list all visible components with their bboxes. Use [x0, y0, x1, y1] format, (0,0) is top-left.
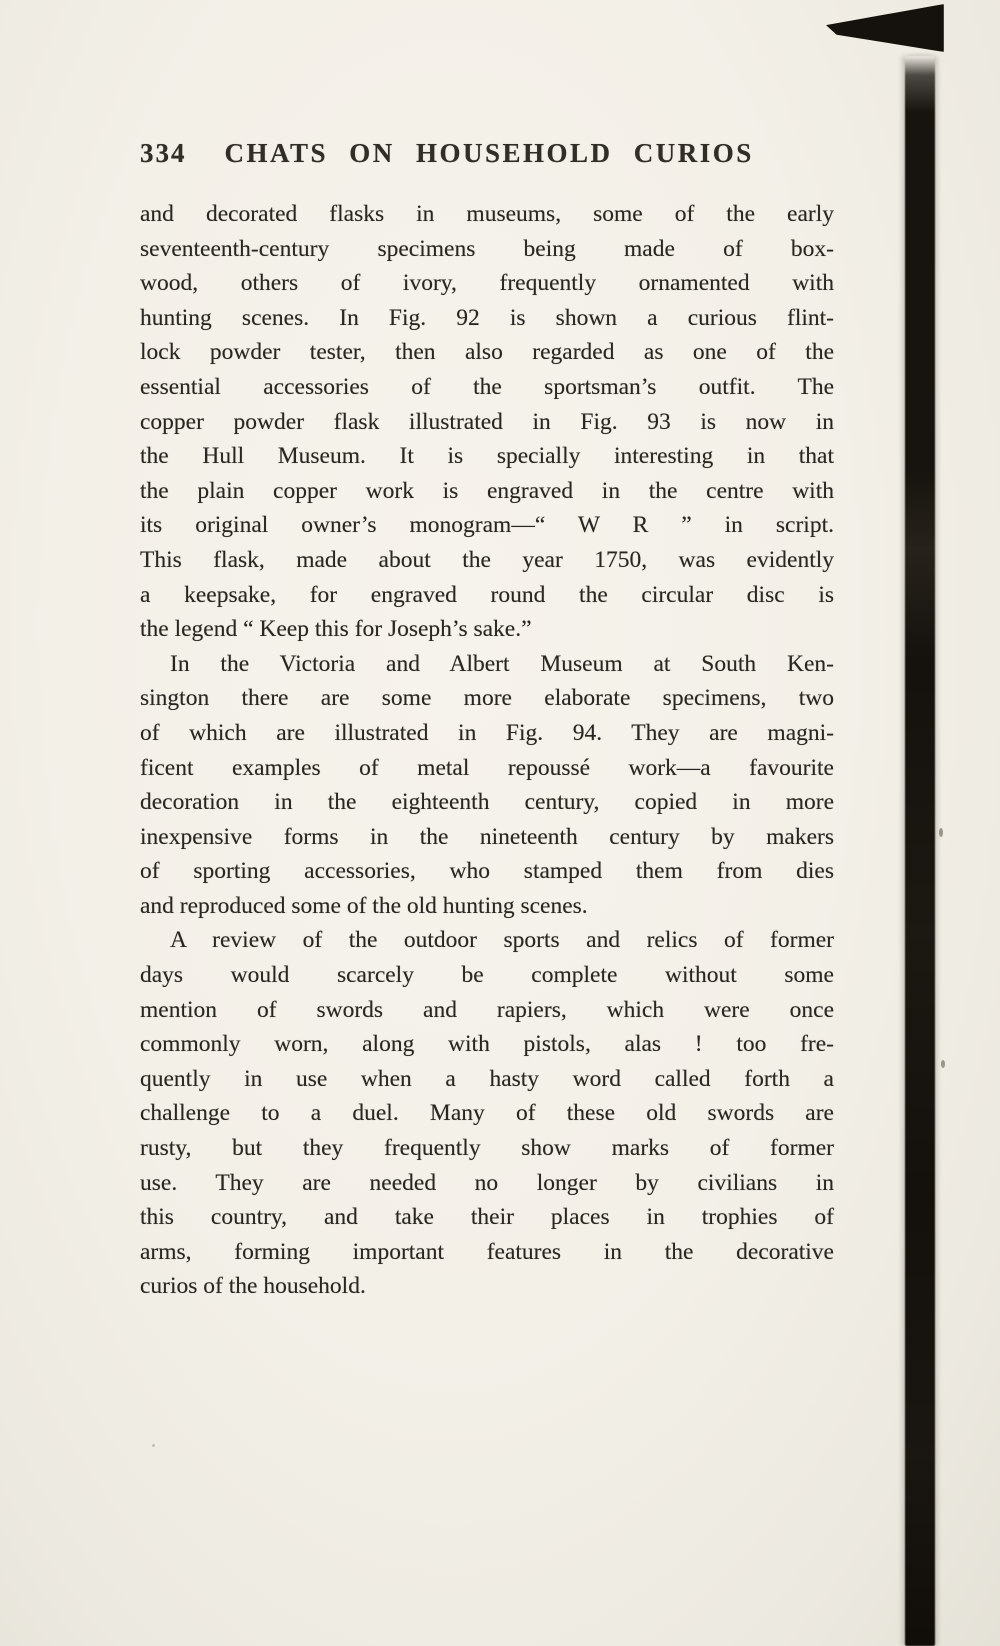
text-line: mention of swords and rapiers, which were once [140, 996, 834, 1023]
text-block [140, 197, 834, 1304]
text-line: In the Victoria and Albert Museum at South Ken- [170, 650, 834, 677]
text-line: and reproduced some of the old hunting scenes. [140, 892, 588, 919]
paragraph [140, 647, 834, 924]
text-line: of which are illustrated in Fig. 94. They are magni- [140, 719, 834, 746]
text-line: commonly worn, along with pistols, alas ! too fre- [140, 1031, 834, 1058]
text-line: sington there are some more elaborate specimens, two [140, 685, 834, 712]
paragraph [140, 197, 834, 647]
text-line: essential accessories of the sportsman’s outfit. The [140, 373, 834, 400]
page-corner-shadow [826, 4, 944, 52]
text-line: hunting scenes. In Fig. 92 is shown a curious flint- [140, 304, 834, 331]
book-edge-shadow [905, 56, 935, 1646]
text-line: copper powder flask illustrated in Fig. 93 is now in [140, 408, 834, 435]
text-line: the plain copper work is engraved in the centre with [140, 477, 834, 504]
text-line: inexpensive forms in the nineteenth century by makers [140, 823, 834, 850]
scan-speck [152, 1444, 155, 1447]
text-line: this country, and take their places in trophies of [140, 1204, 834, 1231]
page-number: 334 [140, 138, 187, 168]
text-line: A review of the outdoor sports and relics of former [170, 927, 834, 954]
paragraph [140, 923, 834, 1304]
text-line: curios of the household. [140, 1273, 366, 1300]
text-line: use. They are needed no longer by civilians in [140, 1169, 834, 1196]
text-line: rusty, but they frequently show marks of former [140, 1135, 834, 1162]
text-line: seventeenth-century specimens being made of box- [140, 235, 834, 262]
text-line: the Hull Museum. It is specially interesting in that [140, 443, 834, 470]
text-line: This flask, made about the year 1750, was evidently [140, 546, 834, 573]
text-line: and decorated flasks in museums, some of the early [140, 201, 834, 227]
text-line: challenge to a duel. Many of these old swords are [140, 1100, 834, 1127]
text-line: ficent examples of metal repoussé work—a favourite [140, 754, 834, 781]
text-line: decoration in the eighteenth century, copied in more [140, 789, 834, 816]
scan-speck [939, 828, 943, 837]
text-line: the legend “ Keep this for Joseph’s sake.” [140, 616, 532, 643]
running-header [140, 138, 834, 169]
text-line: quently in use when a hasty word called forth a [140, 1065, 834, 1092]
text-line: arms, forming important features in the decorative [140, 1238, 834, 1265]
text-line: of sporting accessories, who stamped them from dies [140, 858, 834, 885]
text-line: its original owner’s monogram—“ W R ” in script. [140, 512, 834, 539]
text-line: wood, others of ivory, frequently ornamented with [140, 270, 834, 297]
scan-speck [941, 1060, 945, 1068]
text-line: lock powder tester, then also regarded as one of the [140, 339, 834, 366]
text-line: a keepsake, for engraved round the circular disc is [140, 581, 834, 608]
page-title: CHATS ON HOUSEHOLD CURIOS [224, 138, 754, 168]
text-line: days would scarcely be complete without some [140, 962, 834, 989]
